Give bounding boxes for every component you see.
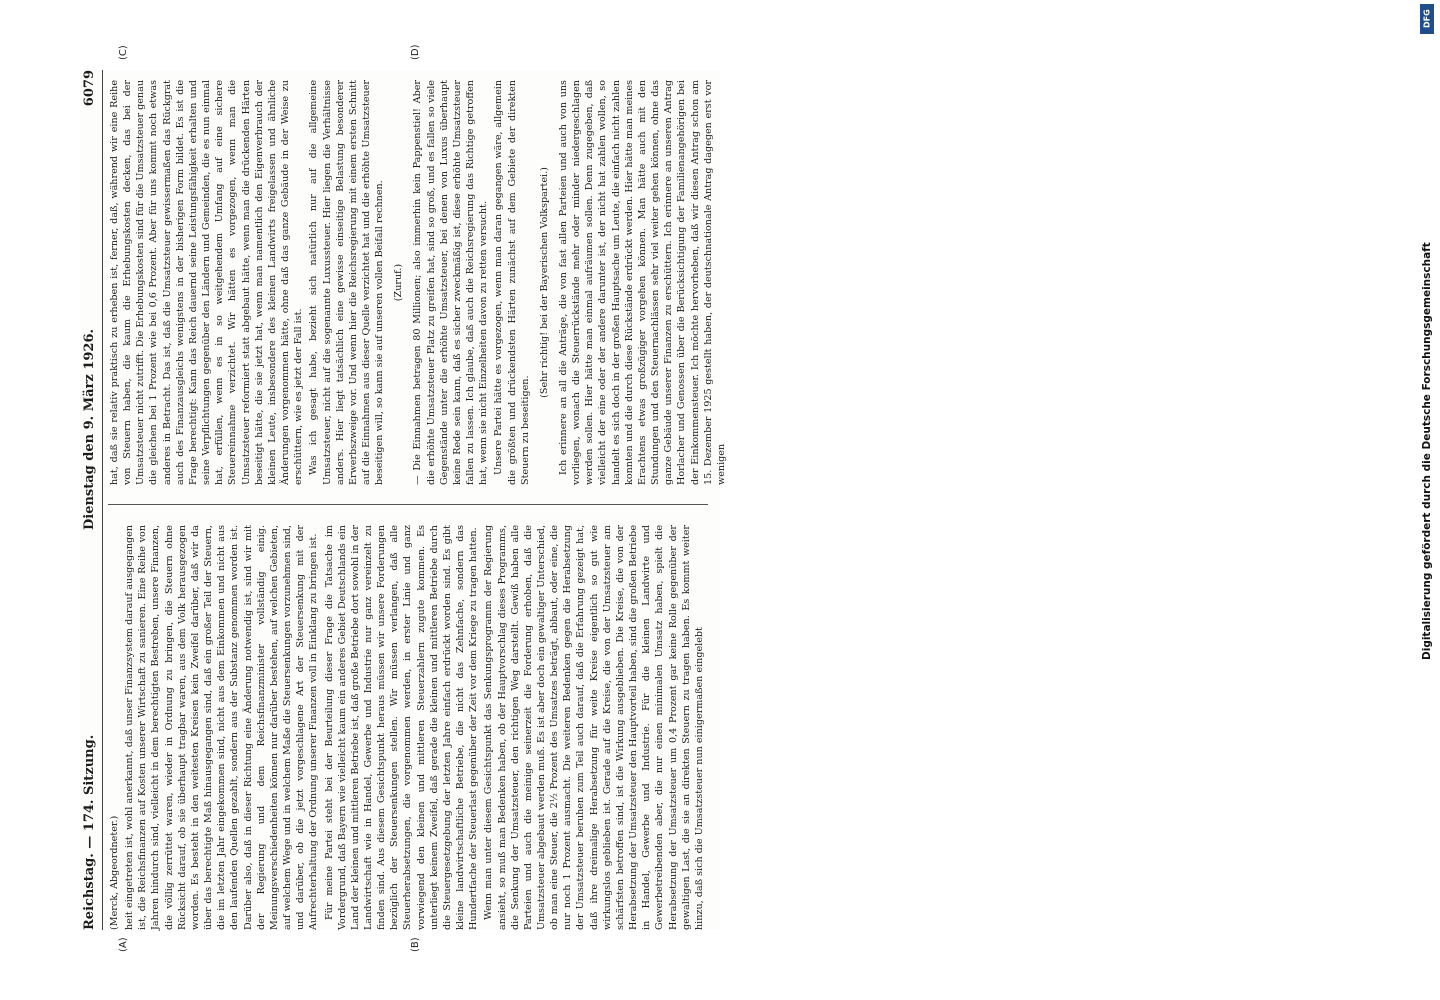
interjection: (Zuruf.) <box>393 263 405 302</box>
scanned-page <box>80 44 727 952</box>
margin-marker-d: (D) <box>410 44 421 60</box>
dfg-watermark <box>1418 0 1440 1000</box>
right-column <box>108 80 727 485</box>
margin-marker-a: (A) <box>118 937 129 952</box>
paragraph: Was ich gesagt habe, bezieht sich natürlich nur auf die allgemeine Umsatzsteuer, nicht auf die sogenannte Luxussteuer. Hier liegen die Verhältnisse anders. Hier liegt tatsächlich eine gewisse einseitige Belastung besonderer Erwerbszweige vor. Und wenn hier die Reichsregierung mit einem ersten Schnitt auf die Einnahmen aus dieser Quelle verzichtet hat und die erhöhte Umsatzsteuer beseitigen will, so kann sie auf unseren vollen Beifall rechnen. <box>308 80 386 485</box>
column-divider <box>108 504 708 505</box>
paragraph: Ich erinnere an all die Anträge, die von fast allen Parteien und auch von uns vorliegen, wonach die Steuerrückstände mehr oder minder niedergeschlagen werden sollen. Hier hätte man einmal aufräumen sollen. Denn zugegeben, daß vielleicht der eine oder der andere darunter ist, der nicht hat zahlen wollen, so handelt es sich doch in der großen Hauptsache um Leute, die einfach nicht zahlen konnten und die durch diese Rückstände erdrückt werden. Hier hätte man meines Erachtens etwas großzügiger vorgehen können. Man hätte auch mit den Stundungen und den Steuernachlässen sehr viel weiter gehen können, ohne das ganze Gebäude unserer Finanzen zu erschüttern. Ich erinnere an unseren Antrag Horlacher und Genossen über die Berücksichtigung der Familienangehörigen bei der Einkommensteuer. Ich möchte hervorheben, daß wir diesen Antrag schon am 15. Dezember 1925 gestellt haben, der deutschnationale Antrag dagegen erst vor wenigen <box>558 80 727 485</box>
paragraph: Wenn man unter diesem Gesichtspunkt das Senkungsprogramm der Regierung ansieht, so muß man Bedenken haben, ob der Hauptvorschlag dieses Programms, die Senkung der Umsatzsteuer, den richtigen Weg darstellt. Gewiß haben alle Parteien und auch die meinige seinerzeit die Forderung erhoben, daß die Umsatzsteuer abgebaut werden muß. Es ist aber doch ein gewaltiger Unterschied, ob man eine Steuer, die 2½ Prozent des Umsatzes beträgt, abbaut, oder eine, die nur noch 1 Prozent ausmacht. Die weiteren Bedenken gegen die Herabsetzung der Umsatzsteuer beruhen zum Teil auch darauf, daß die Erfahrung gezeigt hat, daß ihre dreimalige Herabsetzung für weite Kreise eigentlich so gut wie wirkungslos geblieben ist. Gerade auf die Kreise, die von der Umsatzsteuer am schärfsten betroffen sind, ist die Wirkung ausgeblieben. Die Kreise, die von der Herabsetzung der Umsatzsteuer den Hauptvorteil haben, sind die großen Betriebe in Handel, Gewerbe und Industrie. Für die kleinen Landwirte und Gewerbetreibenden aber, die nur einen minimalen Umsatz haben, spielt die Herabsetzung der Umsatzsteuer um 0,4 Prozent gar keine Rolle gegenüber der gewaltigen Last, die sie an direkten Steuern zu tragen haben. Es kommt weiter hinzu, daß sich die Umsatzsteuer nun einigermaßen eingelebt <box>483 525 705 930</box>
page-number: 6079 <box>82 70 97 107</box>
margin-marker-c: (C) <box>118 45 129 60</box>
paragraph: Unsere Partei hätte es vorgezogen, wenn man daran gegangen wäre, allgemein die größten und drückendsten Härten zunächst auf dem Gebiete der direkten Steuern zu beseitigen. <box>493 80 531 485</box>
watermark-text: Digitalisierung gefördert durch die Deutsche Forschungsgemeinschaft <box>1421 242 1433 660</box>
interjection: (Sehr richtig! bei der Bayerischen Volkspartei.) <box>538 167 550 398</box>
paragraph: heit eingetreten ist, wohl anerkannt, daß unser Finanzsystem darauf ausgegangen ist, die Reichsfinanzen auf Kosten unserer Wirtschaft zu sanieren. Eine Reihe von Jahren hindurch sind, vielleicht in dem berechtigten Bestreben, unsere Finanzen, die völlig zerrüttet waren, wieder in Ordnung zu bringen, die Steuern ohne Rücksicht darauf, ob sie überhaupt tragbar waren, aus dem Volk herausgezogen worden. Es besteht in den weitesten Kreisen kein Zweifel darüber, daß wir da über das berechtigte Maß hinausgegangen sind, daß ein großer Teil der Steuern, die im letzten Jahr eingekommen sind, nicht aus dem Einkommen und nicht aus den laufenden Quellen gezahlt, sondern aus der Substanz genommen worden ist. Darüber also, daß in dieser Richtung eine Änderung notwendig ist, sind wir mit der Regierung und dem Reichsfinanzminister vollständig einig. Meinungsverschiedenheiten können nur darüber bestehen, auf welchen Gebieten, auf welchem Wege und in welchem Maße die Steuersenkungen vorzunehmen sind, und darüber, ob die jetzt vorgeschlagene Art der Steuersenkung mit der Aufrechterhaltung der Ordnung unserer Finanzen voll in Einklang zu bringen ist. <box>124 525 320 930</box>
page-header <box>80 70 103 930</box>
paragraph: Für meine Partei steht bei der Beurteilung dieser Frage die Tatsache im Vordergrund, daß Bayern wie vielleicht kaum ein anderes Gebiet Deutschlands ein Land der kleinen und mittleren Betriebe ist, daß große Betriebe dort sowohl in der Landwirtschaft wie in Handel, Gewerbe und Industrie nur ganz vereinzelt zu finden sind. Aus diesem Gesichtspunkt heraus müssen wir unsere Forderungen bezüglich der Steuersenkungen stellen. Wir müssen verlangen, daß alle Steuerherabsetzungen, die vorgenommen werden, in erster Linie und ganz vorwiegend den kleinen und mittleren Steuerzahlern zugute kommen. Es unterliegt keinem Zweifel, daß gerade die kleinen und mittleren Betriebe durch die Steuergesetzgebung der letzten Jahre einfach erdrückt worden sind. Es gibt kleine landwirtschaftliche Betriebe, die nicht das Zehnfache, sondern das Hundertfache der Steuerlast gegenüber der Zeit vor dem Kriege zu tragen hatten. <box>323 525 480 930</box>
header-left: Reichstag. — 174. Sitzung. <box>82 734 97 930</box>
paragraph: — Die Einnahmen betragen 80 Millionen; also immerhin kein Pappenstiel! Aber die erhöhte Umsatzsteuer Platz zu greifen hat, sind so groß, und es fallen so viele Gegenstände unter die erhöhte Umsatzsteuer, bei denen von Luxus überhaupt keine Rede sein kann, daß es sicher zweckmäßig ist, diese erhöhte Umsatzsteuer fallen zu lassen. Ich glaube, daß auch die Reichsregierung das Richtige getroffen hat, wenn sie nicht Einzelheiten davon zu retten versucht. <box>412 80 490 485</box>
margin-marker-b: (B) <box>410 937 421 952</box>
left-column <box>108 525 708 930</box>
paragraph: (Merck, Abgeordneter.) <box>109 815 120 930</box>
paragraph: hat, daß sie relativ praktisch zu erheben ist, ferner, daß, während wir eine Reihe von Steuern haben, die kaum die Erhebungskosten decken, das bei der Umsatzsteuer nicht zutrifft. Die Erhebungskosten sind für die Umsatzsteuer genau die gleichen bei 1 Prozent wie bei 0,6 Prozent. Aber für uns kommt noch etwas anderes in Betracht. Das ist, daß die Umsatzsteuer gewissermaßen das Rückgrat auch des Finanzausgleichs wenigstens in der bisherigen Form bildet. Es ist die Frage berechtigt: Kann das Reich dauernd seine Leistungsfähigkeit erhalten und seine Verpflichtungen gegenüber den Ländern und Gemeinden, die es nun einmal hat, erfüllen, wenn es in so weitgehendem Umfang auf eine sichere Steuereinnahme verzichtet. Wir hätten es vorgezogen, wenn man die Umsatzsteuer reformiert statt abgebaut hätte, wenn man die drückenden Härten beseitigt hätte, die sie jetzt hat, wenn man namentlich den Eigenverbrauch der kleinen Leute, insbesondere des kleinen Landwirts freigelassen und ähnliche Änderungen vorgenommen hätte, ohne daß das ganze Gebäude in der Weise zu erschüttern, wie es jetzt der Fall ist. <box>109 80 305 485</box>
header-date: Dienstag den 9. März 1926. <box>82 328 97 530</box>
dfg-logo-icon: DFG <box>1420 4 1434 34</box>
